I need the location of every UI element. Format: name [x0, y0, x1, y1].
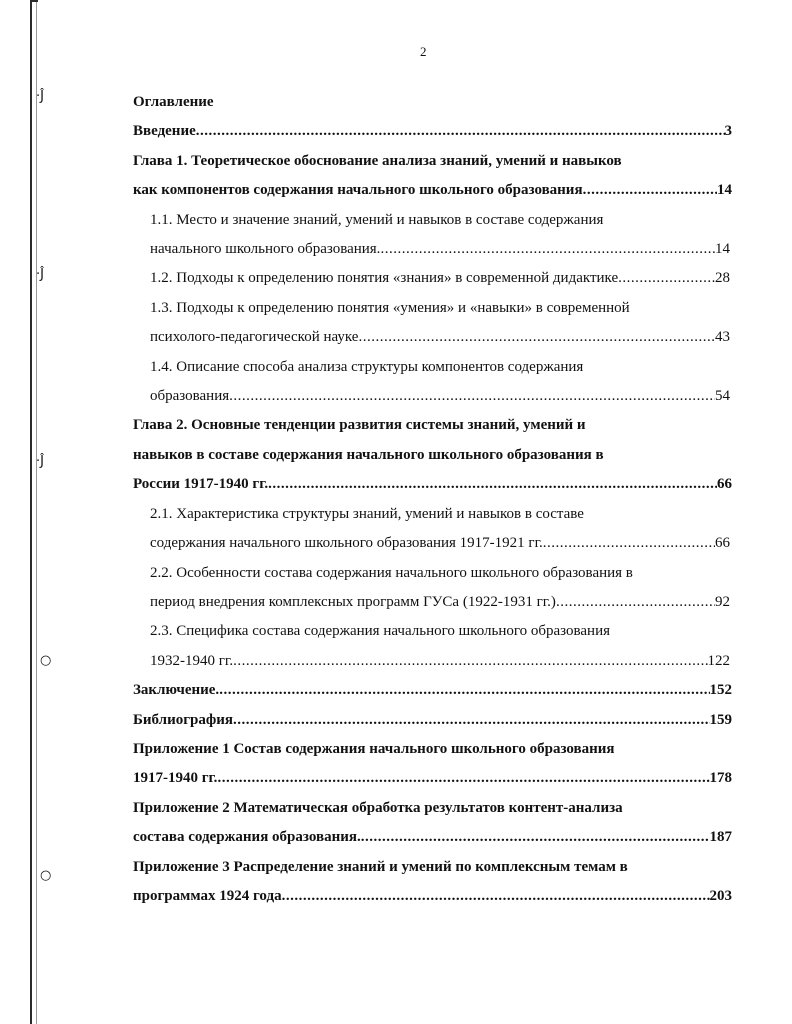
dot-leader	[233, 706, 709, 735]
dot-leader	[282, 882, 710, 911]
dot-leader	[358, 323, 715, 352]
dot-leader	[583, 176, 717, 205]
toc-entry-title: Библиография	[133, 711, 234, 728]
toc-entry-page: 203	[709, 887, 732, 904]
toc-entries	[133, 117, 732, 911]
dot-leader	[229, 382, 715, 411]
scan-edge-line-thin	[36, 0, 37, 1024]
dot-leader	[618, 264, 715, 293]
toc-entry-page: 178	[709, 770, 732, 787]
toc-entry[interactable]	[133, 706, 732, 735]
toc-entry-last-line	[150, 382, 730, 411]
toc-entry-title: Введение	[133, 123, 196, 140]
toc-entry-title: 1.2. Подходы к определению понятия «знания» в современной дидактике	[150, 270, 619, 287]
toc-entry-title: 1917-1940 гг.	[133, 770, 218, 787]
binding-hole-mark: ·Ĵ	[36, 267, 44, 282]
toc-entry[interactable]	[133, 794, 732, 853]
toc-entry-title: состава содержания образования.	[133, 829, 361, 846]
table-of-contents	[133, 88, 732, 911]
toc-entry-line: Приложение 1 Состав содержания начального школьного образования	[133, 740, 615, 757]
toc-entry-line: Приложение 3 Распределение знаний и умений по комплексным темам в	[133, 858, 628, 875]
dot-leader	[217, 764, 709, 793]
toc-entry-line: навыков в составе содержания начального школьного образования в	[133, 446, 604, 463]
toc-entry-title: программах 1924 года	[133, 887, 282, 904]
toc-entry-page: 159	[709, 711, 732, 728]
page-number: 2	[420, 44, 427, 59]
toc-entry-last-line	[133, 764, 732, 793]
toc-entry[interactable]	[133, 294, 730, 353]
dot-leader	[196, 117, 725, 146]
dot-leader	[380, 235, 715, 264]
toc-entry-page: 122	[707, 652, 730, 669]
toc-entry[interactable]	[133, 353, 730, 412]
toc-entry-last-line	[133, 117, 732, 146]
toc-entry-line: 2.2. Особенности состава содержания начального школьного образования в	[150, 564, 633, 581]
scan-edge-line	[30, 0, 32, 1024]
toc-entry-page: 187	[709, 829, 732, 846]
toc-entry-line: Приложение 2 Математическая обработка результатов контент-анализа	[133, 799, 623, 816]
toc-entry-line: 1.3. Подходы к определению понятия «умения» и «навыки» в современной	[150, 299, 630, 316]
toc-entry-title: 1932-1940 гг.	[150, 652, 234, 669]
dot-leader	[268, 470, 717, 499]
toc-entry-last-line	[133, 823, 732, 852]
toc-entry-line: Глава 2. Основные тенденции развития системы знаний, умений и	[133, 417, 586, 434]
toc-entry-last-line	[133, 470, 732, 499]
dot-leader	[219, 676, 709, 705]
toc-entry-page: 28	[715, 270, 730, 287]
binding-hole-mark: ·Ĵ	[36, 454, 44, 469]
toc-entry-line: 2.3. Специфика состава содержания начального школьного образования	[150, 623, 611, 640]
toc-entry[interactable]	[133, 147, 732, 206]
toc-entry-page: 66	[717, 476, 732, 493]
toc-entry[interactable]	[133, 117, 732, 146]
toc-entry-line: 1.4. Описание способа анализа структуры компонентов содержания	[150, 358, 584, 375]
scan-edge-notch	[30, 0, 38, 30]
dot-leader	[556, 588, 715, 617]
toc-entry-page: 54	[715, 388, 730, 405]
toc-entry-page: 3	[724, 123, 732, 140]
toc-entry[interactable]	[133, 676, 732, 705]
toc-entry-title: России 1917-1940 гг.	[133, 476, 269, 493]
toc-entry-title: Заключение.	[133, 682, 220, 699]
toc-entry-page: 43	[715, 329, 730, 346]
toc-entry-last-line	[133, 882, 732, 911]
toc-entry[interactable]	[133, 853, 732, 912]
toc-entry[interactable]	[133, 411, 732, 499]
toc-entry-last-line	[133, 706, 732, 735]
toc-entry-last-line	[150, 588, 730, 617]
dot-leader	[233, 647, 707, 676]
toc-entry-line: 1.1. Место и значение знаний, умений и навыков в составе содержания	[150, 211, 604, 228]
toc-entry-last-line	[150, 647, 730, 676]
toc-heading: Оглавление	[133, 94, 214, 110]
toc-entry-page: 92	[715, 593, 730, 610]
toc-entry-last-line	[150, 264, 730, 293]
toc-entry-last-line	[133, 676, 732, 705]
toc-entry[interactable]	[133, 500, 730, 559]
toc-entry-title: образования	[150, 388, 230, 405]
toc-entry-last-line	[150, 323, 730, 352]
toc-entry-title: психолого-педагогической науке	[150, 329, 359, 346]
toc-entry-title: период внедрения комплексных программ ГУСа (1922-1931 гг.)	[150, 593, 556, 610]
binding-hole-mark: ○	[40, 653, 52, 668]
dot-leader	[361, 823, 710, 852]
toc-entry-page: 14	[715, 241, 730, 258]
toc-entry-line: Глава 1. Теоретическое обоснование анализа знаний, умений и навыков	[133, 152, 622, 169]
toc-entry-title: содержания начального школьного образования 1917-1921 гг.	[150, 535, 543, 552]
toc-entry[interactable]	[133, 735, 732, 794]
toc-entry-page: 152	[709, 682, 732, 699]
dot-leader	[543, 529, 715, 558]
toc-entry-page: 66	[715, 535, 730, 552]
toc-entry-last-line	[133, 176, 732, 205]
toc-entry-line: 2.1. Характеристика структуры знаний, умений и навыков в составе	[150, 505, 584, 522]
toc-entry[interactable]	[133, 264, 730, 293]
toc-entry-page: 14	[717, 182, 732, 199]
toc-entry[interactable]	[133, 617, 730, 676]
toc-entry-title: как компонентов содержания начального школьного образования	[133, 182, 583, 199]
toc-entry-last-line	[150, 529, 730, 558]
toc-entry-title: начального школьного образования.	[150, 241, 381, 258]
binding-hole-mark: ○	[40, 868, 52, 883]
binding-hole-mark: ·Ĵ	[36, 89, 44, 104]
toc-entry[interactable]	[133, 206, 730, 265]
toc-entry[interactable]	[133, 559, 730, 618]
toc-entry-last-line	[150, 235, 730, 264]
